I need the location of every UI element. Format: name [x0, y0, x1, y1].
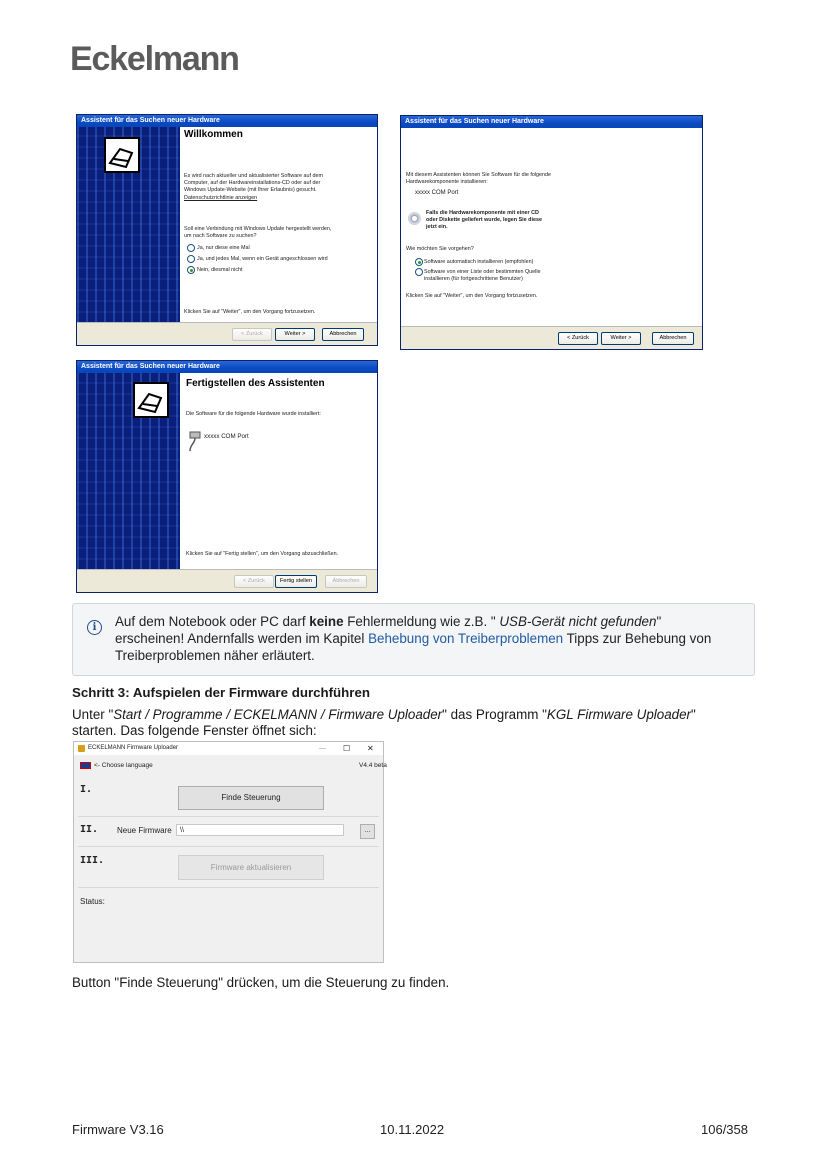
option-radio-manual[interactable]	[415, 268, 423, 276]
option-label-2: Ja, und jedes Mal, wenn ein Gerät angeschlossen wird	[197, 256, 328, 262]
intro-line-3: Windows Update-Website (mit Ihrer Erlaubnis) gesucht.	[184, 187, 317, 193]
cd-hint-line-3: jetzt ein.	[426, 224, 448, 230]
finish-hint: Klicken Sie auf "Fertig stellen", um den Vorgang abzuschließen.	[186, 551, 339, 557]
para-part: Unter "	[72, 707, 114, 722]
close-button[interactable]: ✕	[367, 744, 374, 753]
option-label-1: Ja, nur diese eine Mal	[197, 245, 250, 251]
info-text-part: Auf dem Notebook oder PC darf	[115, 614, 310, 629]
cancel-button[interactable]: Abbrechen	[325, 575, 367, 588]
window-title: Assistent für das Suchen neuer Hardware	[77, 115, 377, 127]
info-bold: keine	[309, 614, 344, 629]
device-name: xxxxx COM Port	[204, 433, 249, 440]
hardware-icon	[133, 382, 169, 418]
info-text-part: Fehlermeldung wie z.B. "	[343, 614, 500, 629]
troubleshooting-link[interactable]: Behebung von Treiberproblemen	[368, 631, 564, 646]
next-button[interactable]: Weiter >	[601, 332, 641, 345]
button-bar	[77, 569, 377, 592]
intro-line-1: Es wird nach aktueller und aktualisierter Software auf dem	[184, 173, 324, 179]
option-radio-2[interactable]	[187, 255, 195, 263]
question-line-1: Soll eine Verbindung mit Windows Update hergestellt werden,	[184, 226, 332, 232]
serial-port-icon	[188, 431, 200, 453]
cd-hint-line-1: Falls die Hardwarekomponente mit einer CD	[426, 210, 539, 216]
window-title: Assistent für das Suchen neuer Hardware	[77, 361, 377, 373]
info-italic: USB-Gerät nicht gefunden	[499, 614, 657, 629]
continue-hint: Klicken Sie auf "Weiter", um den Vorgang fortzusetzen.	[184, 309, 316, 315]
question-line-2: um nach Software zu suchen?	[184, 233, 257, 239]
eckelmann-logo: Eckelmann	[70, 40, 239, 78]
device-name: xxxxx COM Port	[415, 190, 459, 196]
status-label: Status:	[80, 897, 105, 906]
uploader-title: ECKELMANN Firmware Uploader	[88, 745, 179, 751]
intro-line-1: Mit diesem Assistenten können Sie Software für die folgende	[406, 172, 552, 178]
step-heading: Schritt 3: Aufspielen der Firmware durchführen	[72, 685, 370, 700]
footer-page-number: 106/358	[701, 1122, 748, 1137]
wizard-sidebar-graphic	[77, 127, 180, 324]
option-radio-3[interactable]	[187, 266, 195, 274]
wizard-heading: Fertigstellen des Assistenten	[186, 378, 325, 389]
back-button[interactable]: < Zurück	[234, 575, 274, 588]
browse-button[interactable]: ...	[360, 824, 375, 839]
next-button[interactable]: Weiter >	[275, 328, 315, 341]
hardware-icon	[104, 137, 140, 173]
after-instruction: Button "Finde Steuerung" drücken, um die Steuerung zu finden.	[72, 975, 450, 990]
wizard-finish-window	[76, 360, 378, 593]
option-label-manual-2: installieren (für fortgeschrittene Benutzer)	[424, 276, 523, 282]
find-controller-button[interactable]: Finde Steuerung	[178, 786, 324, 810]
button-bar	[77, 322, 377, 345]
info-text	[115, 613, 745, 664]
cancel-button[interactable]: Abbrechen	[322, 328, 364, 341]
option-label-3: Nein, diesmal nicht	[197, 267, 243, 273]
cd-icon	[408, 212, 421, 225]
continue-hint: Klicken Sie auf "Weiter", um den Vorgang fortzusetzen.	[406, 293, 538, 299]
separator	[78, 816, 379, 817]
info-icon: i	[87, 620, 102, 635]
wizard-heading: Willkommen	[184, 129, 243, 140]
cancel-button[interactable]: Abbrechen	[652, 332, 694, 345]
update-firmware-button[interactable]: Firmware aktualisieren	[178, 855, 324, 880]
back-button[interactable]: < Zurück	[232, 328, 272, 341]
program-path: Start / Programme / ECKELMANN / Firmware Uploader	[113, 707, 443, 722]
firmware-path-input[interactable]	[176, 824, 344, 836]
uk-flag-icon[interactable]	[80, 762, 91, 769]
finish-button[interactable]: Fertig stellen	[275, 575, 317, 588]
app-icon	[78, 745, 85, 752]
separator	[78, 887, 379, 888]
wizard-sidebar-graphic	[77, 373, 180, 571]
step-3-number: III.	[80, 855, 105, 866]
wizard-install-window	[400, 115, 703, 350]
step-instructions	[72, 707, 772, 739]
footer-center: 10.11.2022	[380, 1122, 445, 1137]
step-1-number: I.	[80, 784, 93, 795]
option-label-manual-1: Software von einer Liste oder bestimmten Quelle	[424, 269, 541, 275]
program-name: KGL Firmware Uploader	[546, 707, 692, 722]
installed-text: Die Software für die folgende Hardware wurde installiert:	[186, 411, 321, 417]
back-button[interactable]: < Zurück	[558, 332, 598, 345]
firmware-uploader-window	[73, 741, 387, 963]
new-firmware-label: Neue Firmware	[117, 826, 172, 835]
option-radio-1[interactable]	[187, 244, 195, 252]
intro-line-2: Computer, auf der Hardwareinstallations-CD oder auf der	[184, 180, 321, 186]
wizard-welcome-window	[76, 114, 378, 346]
option-radio-auto[interactable]	[415, 258, 423, 266]
para-part: " das Programm "	[442, 707, 547, 722]
option-label-auto: Software automatisch installieren (empfohlen)	[424, 259, 534, 265]
maximize-button[interactable]: ☐	[343, 744, 351, 753]
cd-hint-line-2: oder Diskette geliefert wurde, legen Sie diese	[426, 217, 542, 223]
info-text-part: Tipps zur Behebung von	[563, 631, 712, 646]
para-part: "	[691, 707, 696, 722]
firmware-path-value: \\	[180, 827, 184, 834]
info-text-part: Treiberproblemen näher erläutert.	[115, 648, 315, 663]
info-text-part: "	[656, 614, 662, 629]
step-2-number: II.	[80, 824, 99, 835]
version-label: V4.4 beta	[359, 762, 387, 769]
footer-left: Firmware V3.16	[72, 1122, 164, 1137]
question: Wie möchten Sie vorgehen?	[406, 246, 474, 252]
info-text-part: erscheinen! Andernfalls werden im Kapitel	[115, 631, 369, 646]
choose-language-label[interactable]: <- Choose language	[94, 762, 153, 769]
uploader-titlebar	[74, 742, 383, 755]
intro-line-2: Hardwarekomponente installieren:	[406, 179, 488, 185]
window-title: Assistent für das Suchen neuer Hardware	[401, 116, 702, 128]
minimize-button[interactable]: —	[319, 745, 326, 752]
privacy-link[interactable]: Datenschutzrichtlinie anzeigen	[184, 195, 258, 201]
info-panel	[72, 603, 755, 676]
button-bar	[401, 326, 702, 349]
separator	[78, 846, 379, 847]
para-part: starten. Das folgende Fenster öffnet sich:	[72, 723, 317, 738]
